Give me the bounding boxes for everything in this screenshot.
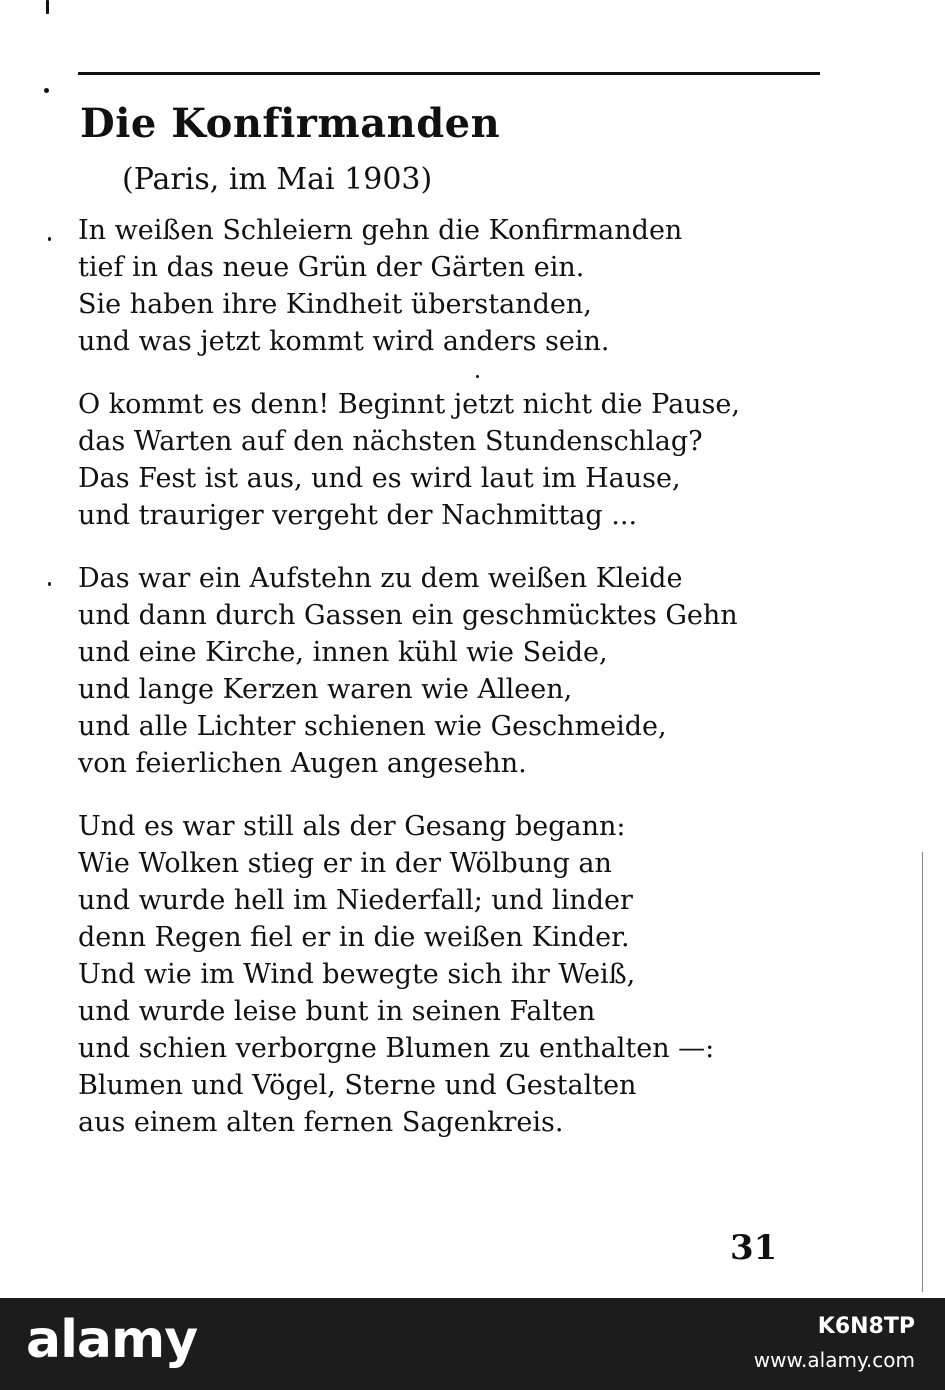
scan-speck [46, 0, 49, 14]
scan-speck [48, 237, 51, 241]
poem-line: von feierlichen Augen angesehn. [78, 748, 527, 779]
poem-title: Die Konfirmanden [80, 100, 501, 147]
image-code: K6N8TP [817, 1314, 915, 1339]
poem-line: Das Fest ist aus, und es wird laut im Hause, [78, 463, 681, 494]
poem-line: In weißen Schleiern gehn die Konfirmanden [78, 215, 683, 246]
poem-body [78, 212, 898, 1167]
poem-line: Wie Wolken stieg er in der Wölbung an [78, 848, 612, 879]
footer-url: www.alamy.com [753, 1348, 915, 1372]
poem-line: und dann durch Gassen ein geschmücktes Gehn [78, 600, 738, 631]
poem-line: tief in das neue Grün der Gärten ein. [78, 252, 585, 283]
poem-line: das Warten auf den nächsten Stundenschlag? [78, 426, 703, 457]
poem-line: und was jetzt kommt wird anders sein. [78, 326, 610, 357]
stanza-1 [78, 212, 898, 360]
poem-line: und wurde leise bunt in seinen Falten [78, 996, 596, 1027]
stanza-2 [78, 386, 898, 534]
poem-line: Und es war still als der Gesang begann: [78, 811, 626, 842]
poem-line: O kommt es denn! Beginnt jetzt nicht die Pause, [78, 389, 740, 420]
poem-line: Blumen und Vögel, Sterne und Gestalten [78, 1070, 637, 1101]
scan-speck [44, 88, 49, 93]
stanza-4 [78, 808, 898, 1141]
top-rule [78, 72, 820, 75]
watermark-footer [0, 1298, 945, 1390]
poem-line: Das war ein Aufstehn zu dem weißen Kleide [78, 563, 683, 594]
alamy-logo: alamy [26, 1310, 198, 1370]
poem-line: und schien verborgne Blumen zu enthalten —: [78, 1033, 715, 1064]
poem-line: denn Regen fiel er in die weißen Kinder. [78, 922, 630, 953]
stanza-3 [78, 560, 898, 782]
page-edge-line [922, 852, 923, 1292]
poem-line: und lange Kerzen waren wie Alleen, [78, 674, 573, 705]
poem-line: und wurde hell im Niederfall; und linder [78, 885, 633, 916]
scan-speck [48, 582, 51, 586]
poem-subtitle: (Paris, im Mai 1903) [122, 162, 433, 197]
poem-line: und trauriger vergeht der Nachmittag ... [78, 500, 638, 531]
poem-line: und eine Kirche, innen kühl wie Seide, [78, 637, 608, 668]
page-number: 31 [730, 1228, 778, 1268]
poem-line: aus einem alten fernen Sagenkreis. [78, 1107, 564, 1138]
poem-line: Und wie im Wind bewegte sich ihr Weiß, [78, 959, 636, 990]
poem-line: Sie haben ihre Kindheit überstanden, [78, 289, 592, 320]
poem-line: und alle Lichter schienen wie Geschmeide, [78, 711, 667, 742]
